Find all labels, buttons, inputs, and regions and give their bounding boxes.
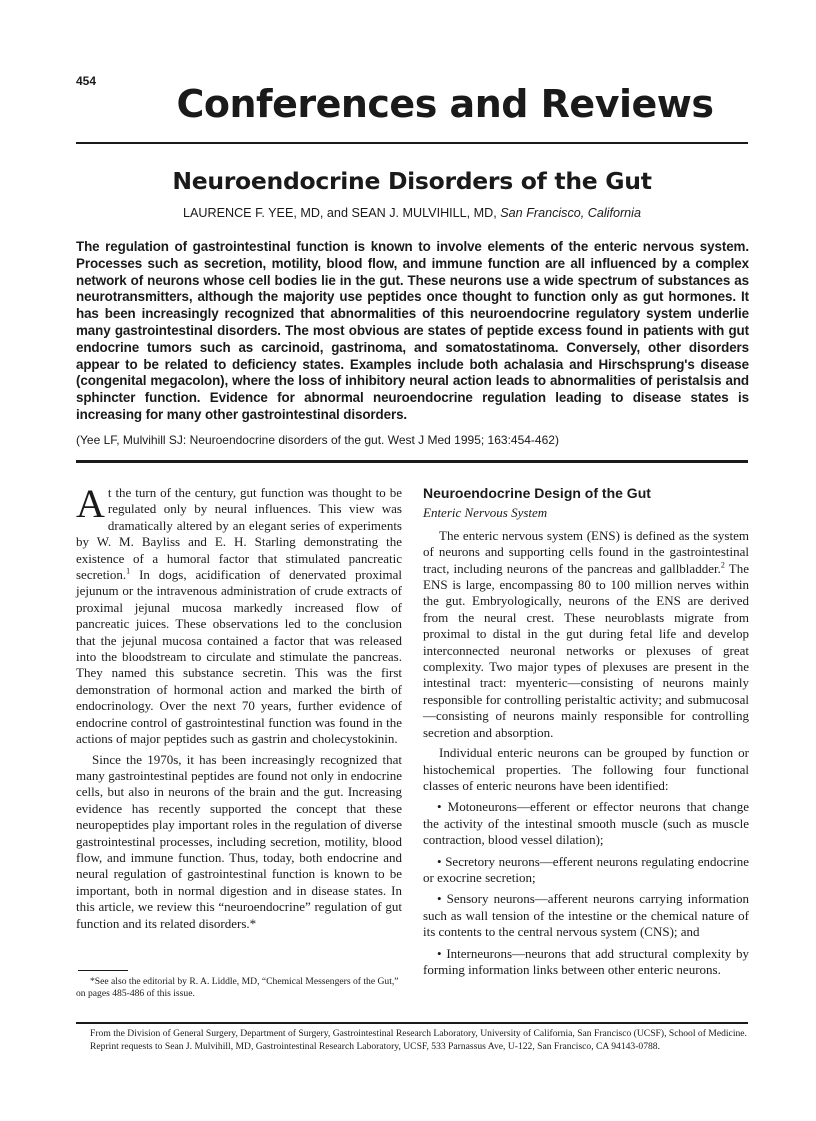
subsection-title: Enteric Nervous System — [423, 505, 548, 521]
ens-paragraph — [423, 528, 749, 741]
section-heading: Conferences and Reviews — [176, 82, 714, 126]
paragraph-2: Since the 1970s, it has been increasingly recognized that many gastrointestinal peptides are found not only in endocrine cells, but also in neurons of the brain and the gut. Increasing evidence has recently supported the concept that these neuropeptides play important roles in the regulation of diverse gastrointestinal processes, including secretion, motility, blood flow, and immune function. Thus, today, both endocrine and neural regulation of gastrointestinal function is known to be important, both in normal digestion and in disease states. In this article, we review this “neuroendocrine” regulation of gut function and its related disorders.* — [76, 751, 402, 931]
intro-text-cont: In dogs, acidification of denervated proximal jejunum or the intravenous administration of crude extracts of proximal jejunal mucosa markedly increased flow of pancreatic juices. These observations led to the conclusion that the jejunal mucosa contained a factor that was released into the bloodstream to circulate and stimulate the pancreas. They named this substance secretin. This was the first demonstration of hormonal action and marked the birth of endocrinology. Over the next 70 years, further evidence of endocrine control of gastrointestinal function was found in the actions of major peptides such as gastrin and cholecystokinin. — [76, 567, 402, 747]
footnote-divider — [78, 970, 128, 971]
article-title: Neuroendocrine Disorders of the Gut — [172, 167, 652, 195]
footer-divider — [76, 1022, 748, 1024]
ens-text: The enteric nervous system (ENS) is defined as the system of neurons and supporting cells found in the gastrointestinal tract, including neurons of the pancreas and gallbladder. — [423, 527, 749, 576]
footnote: *See also the editorial by R. A. Liddle, MD, “Chemical Messengers of the Gut,” on pages 485-486 of this issue. — [76, 976, 399, 999]
author-line — [76, 206, 748, 220]
drop-cap: A — [76, 481, 105, 526]
bullet-item: • Sensory neurons—afferent neurons carrying information such as wall tension of the intestine or the chemical nature of its contents to the central nervous system (CNS); and — [423, 891, 749, 940]
right-column — [423, 485, 749, 978]
footer-notes — [76, 1027, 748, 1053]
classes-paragraph: Individual enteric neurons can be grouped by function or histochemical properties. The following four functional classes of enteric neurons have been identified: — [423, 745, 749, 793]
abstract: The regulation of gastrointestinal function is known to involve elements of the enteric nervous system. Processes such as secretion, motility, blood flow, and immune function are all influenced by a complex network of neurons whose cell bodies lie in the gut. These neurons use a wide spectrum of substances as neurotransmitters, although the majority use peptides once thought to function only as gut hormones. It has been increasingly recognized that abnormalities of this neuroendocrine regulatory system underlie many gastrointestinal disorders. The most obvious are states of peptide excess found in patients with gut endocrine tumors such as carcinoid, gastrinoma, and somatostatinoma. Conversely, other disorders appear to be related to deficiency states. Examples include both achalasia and Hirschsprung's disease (congenital megacolon), where the loss of inhibitory neural action leads to abnormalities of peristalsis and sphincter function. Evidence for abnormal neuroendocrine regulation leading to disease states is increasing for many other gastrointestinal disorders. — [76, 239, 749, 422]
authors: LAURENCE F. YEE, MD, and SEAN J. MULVIHILL, MD, — [183, 206, 497, 220]
citation: (Yee LF, Mulvihill SJ: Neuroendocrine disorders of the gut. West J Med 1995; 163:454-462) — [76, 433, 559, 447]
affiliation: From the Division of General Surgery, Department of Surgery, Gastrointestinal Research Laboratory, University of California, San Francisco (UCSF), School of Medicine. — [90, 1028, 747, 1039]
section-title: Neuroendocrine Design of the Gut — [423, 485, 651, 501]
top-divider — [76, 142, 748, 144]
bullet-item: • Secretory neurons—efferent neurons regulating endocrine or exocrine secretion; — [423, 853, 749, 885]
reference-2: 2 — [720, 560, 725, 570]
left-column — [76, 481, 402, 932]
reprint-request: Reprint requests to Sean J. Mulvihill, MD, Gastrointestinal Research Laboratory, UCSF, 533 Parnassus Ave, U-122, San Francisco, CA 94143-0788. — [90, 1041, 660, 1052]
bullet-item: • Interneurons—neurons that add structural complexity by forming information links between other enteric neurons. — [423, 945, 749, 977]
abstract-divider — [76, 460, 748, 463]
author-location: San Francisco, California — [500, 206, 641, 220]
page-number: 454 — [76, 74, 97, 88]
ens-text-cont: The ENS is large, encompassing 80 to 100 million nerves within the gut. Embryologically, neurons of the ENS are derived from the neural crest. These neuroblasts migrate from proximal to distal in the gut during fetal life and develop interconnected neuronal networks or plexuses of great complexity. Two major types of plexuses are present in the intestinal tract: myenteric—consisting of neurons mainly responsible for controlling peristaltic activity; and submucosal—consisting of neurons mainly responsible for controlling secretion and absorption. — [423, 560, 749, 740]
intro-text: t the turn of the century, gut function was thought to be regulated only by neural influences. This view was dramatically altered by an elegant series of experiments by W. M. Bayliss and E. H. Starling demonstrating the existence of a humoral factor that stimulated pancreatic secretion. — [76, 485, 402, 583]
intro-paragraph — [76, 481, 402, 748]
bullet-item: • Motoneurons—efferent or effector neurons that change the activity of the intestinal smooth muscle (such as muscle contraction, blood vessel dilation); — [423, 799, 749, 848]
reference-1: 1 — [126, 566, 131, 576]
